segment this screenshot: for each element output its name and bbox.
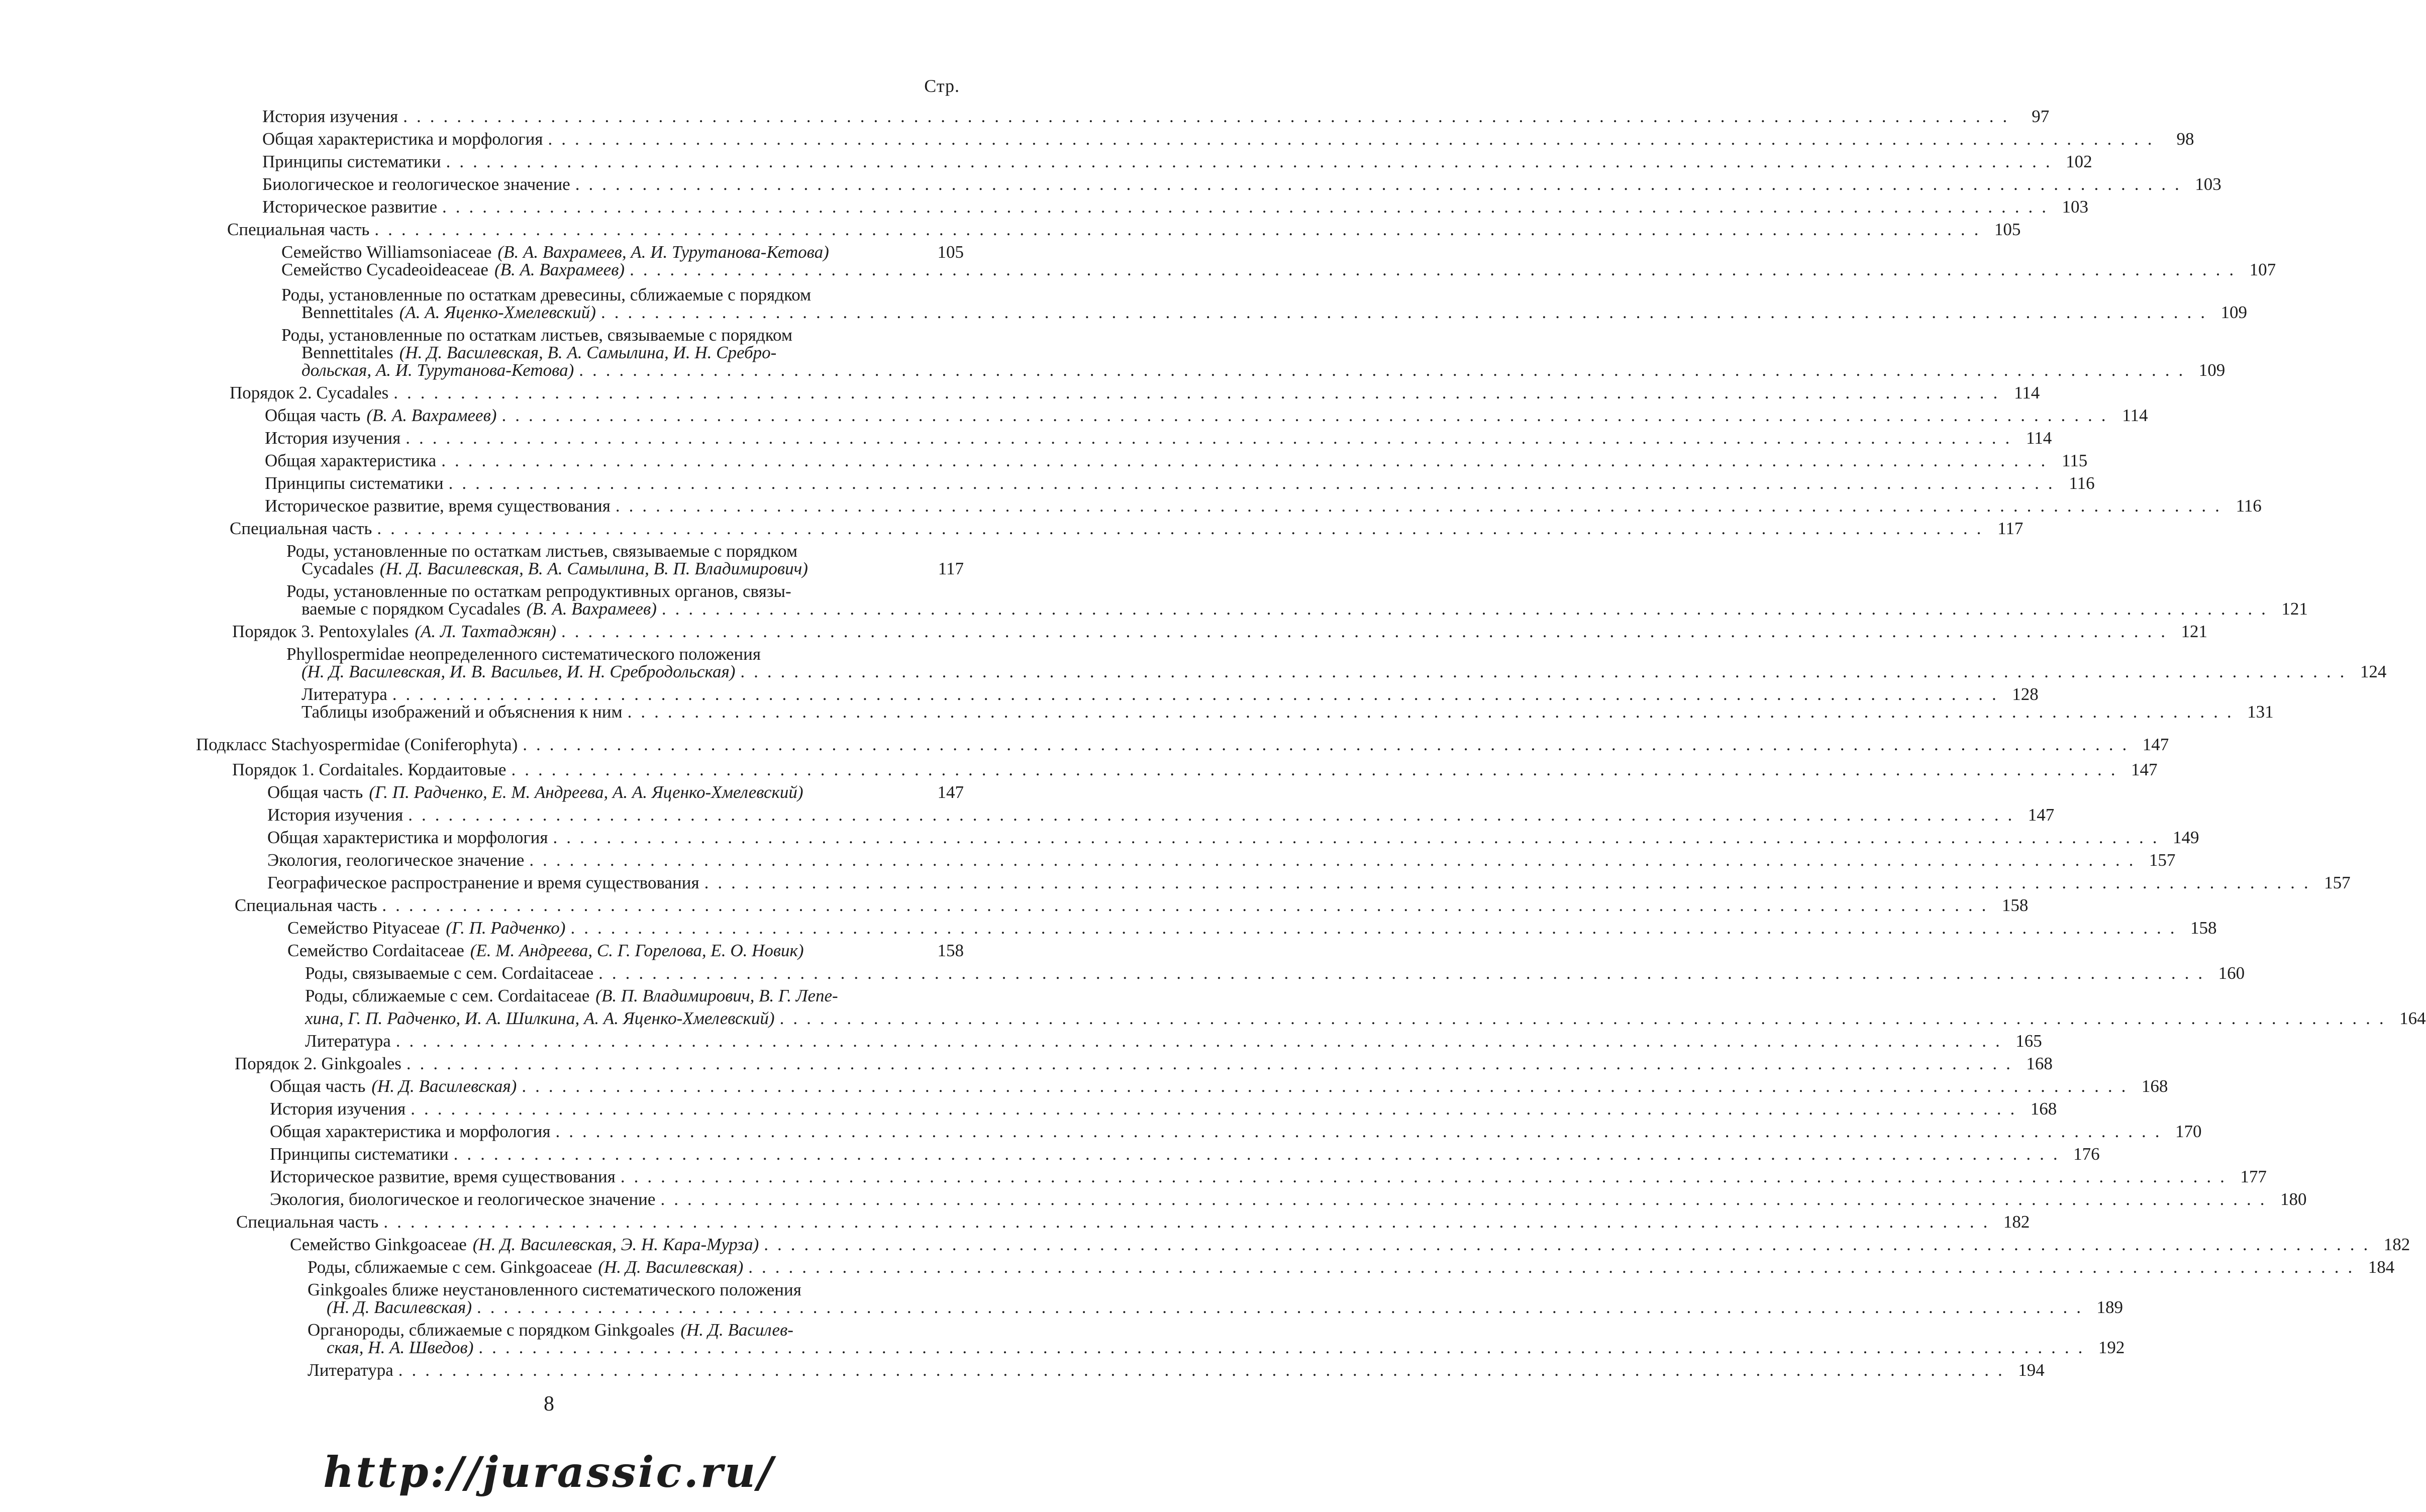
page-number: 8: [544, 1392, 554, 1416]
toc-entry: [265, 495, 2262, 517]
toc-entry: [305, 962, 2245, 984]
toc-entry-title: Порядок 1. Cordaitales. Кордаитовые: [232, 760, 507, 779]
dot-leader: ........................................................................................................................: [392, 684, 2005, 704]
toc-entry: [301, 701, 2274, 723]
toc-entry-page: 114: [2122, 406, 2148, 425]
toc-entry: [270, 1166, 2267, 1188]
toc-entry-page: 147: [2142, 735, 2169, 754]
dot-leader: ........................................................................................................................: [476, 1297, 2090, 1317]
toc-entry: [270, 1075, 2168, 1097]
dot-leader: ........................................................................................................................: [627, 702, 2241, 722]
dot-leader: ........................................................................................................................: [511, 760, 2125, 779]
toc-entry: [227, 219, 2021, 241]
toc-entry-title: Роды, связываемые с сем. Cordaitaceae: [305, 963, 594, 983]
toc-entry-authors: (В. П. Владимирович, В. Г. Лепе-: [595, 986, 838, 1005]
toc-entry: [308, 1359, 2045, 1381]
dot-leader: ........................................................................................................................: [403, 107, 2016, 126]
dot-leader: ........................................................................................................................: [529, 850, 2143, 870]
toc-entry-page: 117: [938, 559, 964, 578]
toc-entry-title: Общая характеристика и морфология: [262, 129, 543, 149]
toc-entry: [301, 661, 2387, 683]
dot-leader: ........................................................................................................................: [406, 428, 2019, 448]
toc-entry-page: 182: [2383, 1235, 2410, 1254]
toc-entry-title: Литература: [308, 1360, 393, 1380]
toc-entry-title: История изучения: [265, 428, 401, 448]
toc-entry-page: 164: [2399, 1009, 2426, 1028]
toc-entry: [270, 1098, 2057, 1120]
toc-entry-page: 121: [2181, 622, 2208, 641]
dot-leader: ........................................................................................................................: [704, 873, 2317, 892]
dot-leader: ........................................................................................................................: [501, 406, 2115, 425]
toc-entry-title: Роды, установленные по остаткам листьев, связываемые с порядком: [286, 541, 797, 561]
toc-entry-page: 157: [2324, 873, 2351, 892]
toc-entry-title: Общая часть: [265, 406, 361, 425]
toc-entry: [327, 1296, 2123, 1319]
toc-entry-page: 114: [2014, 383, 2040, 402]
toc-entry-page: 116: [2069, 473, 2095, 493]
dot-leader: ........................................................................................................................: [764, 1235, 2377, 1254]
toc-entry-title: Порядок 2. Ginkgoales: [235, 1054, 401, 1073]
toc-entry: [265, 405, 2148, 427]
toc-entry-title: Специальная часть: [235, 895, 377, 915]
dot-leader: ........................................................................................................................: [615, 496, 2229, 516]
toc-entry-page: 102: [2066, 152, 2092, 171]
toc-entry-page: 189: [2096, 1297, 2123, 1317]
toc-entry-page: 121: [2281, 599, 2308, 619]
toc-entry-authors: (Е. М. Андреева, С. Г. Горелова, Е. О. Новик): [470, 941, 804, 960]
dot-leader: ........................................................................................................................: [448, 473, 2062, 493]
toc-entry: [290, 1234, 2410, 1256]
toc-entry-line1: [305, 985, 964, 1007]
dot-leader: ........................................................................................................................: [393, 383, 2007, 402]
toc-entry-page: 170: [2175, 1122, 2202, 1141]
toc-entry-title: Роды, сближаемые с сем. Ginkgoaceae: [308, 1257, 592, 1277]
toc-entry-page: 103: [2062, 197, 2089, 217]
dot-leader: ........................................................................................................................: [660, 1189, 2274, 1209]
toc-entry-title: Литература: [305, 1031, 391, 1051]
toc-entry-title-cont: Cycadales: [301, 559, 374, 578]
toc-entry-authors: (Н. Д. Василевская, В. А. Самылина, И. Н. Сребро-: [399, 343, 777, 362]
dot-leader: ........................................................................................................................: [442, 197, 2056, 217]
toc-entry-page: 98: [2176, 129, 2194, 149]
toc-entry-title: Экология, геологическое значение: [267, 850, 525, 870]
toc-entry-page: 160: [2218, 963, 2245, 983]
toc-entry-title: Семейство Williamsoniaceae: [281, 242, 492, 262]
toc-entry-title: Порядок 3. Pentoxylales: [232, 622, 409, 641]
toc-entry: [236, 1211, 2030, 1233]
toc-entry: [301, 359, 2226, 381]
toc-entry: [235, 1053, 2053, 1075]
toc-entry: [267, 804, 2055, 826]
dot-leader: ........................................................................................................................: [553, 828, 2166, 847]
toc-entry-page: 168: [2141, 1076, 2168, 1096]
toc-entry-title: Литература: [301, 684, 387, 704]
toc-entry: [270, 1121, 2202, 1143]
toc-entry: [270, 1143, 2100, 1165]
toc-entry-title: Общая характеристика и морфология: [267, 828, 548, 847]
toc-entry-page: 115: [2062, 451, 2088, 470]
toc-entry-page: 176: [2073, 1144, 2100, 1164]
dot-leader: ........................................................................................................................: [523, 735, 2136, 754]
toc-entry-page: 184: [2368, 1257, 2395, 1277]
source-url[interactable]: http://jurassic.ru/: [323, 1447, 775, 1497]
dot-leader: ........................................................................................................................: [398, 1360, 2011, 1380]
toc-entry-page: 114: [2026, 428, 2052, 448]
toc-entry-title: Специальная часть: [236, 1212, 379, 1232]
toc-entry: [305, 1030, 2042, 1052]
toc-entry: [230, 518, 2024, 540]
dot-leader: ........................................................................................................................: [478, 1338, 2092, 1357]
toc-entry-title-cont: Bennettitales: [301, 303, 393, 322]
toc-entry: [267, 827, 2199, 849]
dot-leader: ........................................................................................................................: [377, 519, 1990, 538]
toc-entry: [232, 621, 2208, 643]
toc-entry-authors-cont: хина, Г. П. Радченко, И. А. Шилкина, А. А. Яценко-Хмелевский): [305, 1009, 775, 1028]
toc-entry-page: 117: [1997, 519, 2024, 538]
toc-entry-title: История изучения: [262, 107, 398, 126]
toc-entry-authors: (Н. Д. Василев-: [680, 1320, 793, 1340]
toc-entry-page: 105: [1994, 220, 2021, 239]
toc-entry: [235, 894, 2029, 917]
toc-entry-authors-cont: ская, Н. А. Шведов): [327, 1338, 474, 1357]
dot-leader: ........................................................................................................................: [630, 260, 2243, 279]
toc-entry: [232, 759, 2158, 781]
toc-entry-title: Экология, биологическое и геологическое значение: [270, 1189, 656, 1209]
toc-entry: [301, 598, 2308, 620]
dot-leader: ........................................................................................................................: [441, 451, 2055, 470]
dot-leader: ........................................................................................................................: [779, 1009, 2393, 1028]
toc-entry-page: 105: [937, 242, 964, 262]
toc-entry-page: 109: [2198, 360, 2226, 380]
toc-entry-page: 158: [2190, 918, 2217, 938]
toc-entry-title: Историческое развитие, время существования: [270, 1167, 616, 1186]
toc-entry-title: Специальная часть: [227, 220, 370, 239]
toc-entry-title: Подкласс Stachyospermidae (Coniferophyta): [196, 735, 518, 754]
toc-entry: [287, 917, 2217, 939]
toc-entry-title: История изучения: [270, 1099, 406, 1119]
toc-entry-title-cont: ваемые с порядком Cycadales: [301, 599, 521, 619]
toc-entry-title: Принципы систематики: [265, 473, 444, 493]
dot-leader: ........................................................................................................................: [579, 360, 2192, 380]
toc-entry-title: Общая часть: [267, 782, 363, 802]
toc-entry-title: Специальная часть: [230, 519, 372, 538]
toc-entry-title: Роды, установленные по остаткам древесины, сближаемые с порядком: [281, 285, 812, 305]
toc-entry: [262, 151, 2092, 173]
toc-entry-page: 157: [2149, 850, 2176, 870]
toc-entry: [262, 106, 2050, 128]
toc-entry-page: 149: [2172, 828, 2199, 847]
toc-entry: [305, 1007, 2426, 1030]
toc-entry-title: Семейство Cordaitaceae: [287, 941, 464, 960]
toc-entry-authors: (В. А. Вахрамеев): [366, 406, 497, 425]
dot-leader: ........................................................................................................................: [740, 662, 2354, 681]
toc-entry-title: Органороды, сближаемые с порядком Ginkgoales: [308, 1320, 675, 1340]
toc-entry-page: 192: [2098, 1338, 2125, 1357]
toc-entry-page: 103: [2195, 174, 2221, 194]
toc-entry-authors: (А. Л. Тахтаджян): [415, 622, 557, 641]
page-column-header: Стр.: [924, 76, 960, 96]
toc-entry: [301, 301, 2247, 324]
toc-entry-title: Принципы систематики: [270, 1144, 449, 1164]
dot-leader: ........................................................................................................................: [395, 1031, 2009, 1051]
dot-leader: ........................................................................................................................: [383, 1212, 1997, 1232]
toc-entry-title: Историческое развитие: [262, 197, 438, 217]
toc-entry-authors: (Н. Д. Василевская): [327, 1297, 472, 1317]
toc-entry-authors: (Н. Д. Василевская): [371, 1076, 517, 1096]
dot-leader: ........................................................................................................................: [570, 918, 2184, 938]
toc-entry-title: Роды, установленные по остаткам листьев, связываемые с порядком: [281, 325, 792, 345]
toc-entry-title: Общая характеристика: [265, 451, 437, 470]
dot-leader: ........................................................................................................................: [453, 1144, 2067, 1164]
toc-entry-page: 177: [2240, 1167, 2267, 1186]
dot-leader: ........................................................................................................................: [411, 1099, 2024, 1119]
toc-entry-authors: (В. А. Вахрамеев): [494, 260, 625, 279]
dot-leader: ........................................................................................................................: [620, 1167, 2234, 1186]
toc-entry-page: 165: [2015, 1031, 2042, 1051]
toc-entry-authors: (Г. П. Радченко): [446, 918, 566, 938]
toc-entry-page: 147: [2028, 805, 2055, 825]
toc-entry-title: Общая характеристика и морфология: [270, 1122, 551, 1141]
dot-leader: ........................................................................................................................: [522, 1076, 2135, 1096]
toc-entry-title: Принципы систематики: [262, 152, 441, 171]
toc-entry-authors: (Н. Д. Василевская, И. В. Васильев, И. Н. Сребродольская): [301, 662, 736, 681]
toc-entry-title: Таблицы изображений и объяснения к ним: [301, 702, 623, 722]
dot-leader: ........................................................................................................................: [561, 622, 2175, 641]
toc-entry-page: 107: [2249, 260, 2276, 279]
toc-entry-page: 168: [2030, 1099, 2057, 1119]
toc-entry-page: 168: [2026, 1054, 2053, 1073]
toc-entry-authors: (В. А. Вахрамеев, А. И. Турутанова-Кетова): [497, 242, 829, 262]
dot-leader: ........................................................................................................................: [555, 1122, 2169, 1141]
dot-leader: ........................................................................................................................: [600, 303, 2214, 322]
toc-entry-authors: (Н. Д. Василевская, Э. Н. Кара-Мурза): [472, 1235, 759, 1254]
toc-entry-title: Ginkgoales ближе неустановленного систематического положения: [308, 1280, 801, 1299]
toc-entry-page: 158: [937, 941, 964, 960]
toc-entry-page: 158: [2001, 895, 2029, 915]
dot-leader: ........................................................................................................................: [446, 152, 2059, 171]
toc-entry: [265, 472, 2095, 494]
toc-entry: [287, 940, 964, 962]
toc-entry-page: 128: [2012, 684, 2039, 704]
toc-entry-page: 180: [2280, 1189, 2307, 1209]
toc-entry: [265, 427, 2052, 449]
toc-entry: [262, 196, 2089, 218]
toc-entry: [262, 128, 2194, 150]
toc-entry-title: Географическое распространение и время существования: [267, 873, 699, 892]
toc-entry-title-cont: Bennettitales: [301, 343, 393, 362]
dot-leader: ........................................................................................................................: [374, 220, 1988, 239]
toc-entry-page: 97: [2032, 107, 2050, 126]
toc-entry-title: Семейство Cycadeoideaceae: [281, 260, 488, 279]
toc-entry-page: 109: [2220, 303, 2247, 322]
toc-entry-page: 147: [2131, 760, 2158, 779]
toc-entry-authors: (В. А. Вахрамеев): [526, 599, 657, 619]
toc-entry-page: 147: [937, 782, 964, 802]
toc-entry-title: Phyllospermidae неопределенного систематического положения: [286, 644, 761, 664]
toc-entry: [265, 450, 2088, 472]
toc-entry: [270, 1188, 2307, 1211]
toc-entry: [301, 558, 964, 580]
dot-leader: ........................................................................................................................: [661, 599, 2275, 619]
toc-entry-title: Роды, установленные по остаткам репродуктивных органов, связы-: [286, 581, 791, 601]
toc-entry: [267, 872, 2351, 894]
toc-entry-title: Историческое развитие, время существования: [265, 496, 611, 516]
toc-entry-page: 182: [2003, 1212, 2030, 1232]
dot-leader: ........................................................................................................................: [598, 963, 2212, 983]
toc-entry-authors: (Н. Д. Василевская, В. А. Самылина, В. П. Владимирович): [379, 559, 808, 578]
dot-leader: ........................................................................................................................: [575, 174, 2188, 194]
toc-entry-title: Порядок 2. Cycadales: [230, 383, 389, 402]
toc-entry-authors: (А. А. Яценко-Хмелевский): [399, 303, 596, 322]
dot-leader: ........................................................................................................................: [548, 129, 2161, 149]
toc-entry-page: 124: [2360, 662, 2387, 681]
toc-entry: [262, 173, 2221, 195]
dot-leader: ........................................................................................................................: [408, 805, 2021, 825]
toc-entry-title: История изучения: [267, 805, 403, 825]
toc-entry-authors: (Н. Д. Василевская): [598, 1257, 744, 1277]
dot-leader: ........................................................................................................................: [748, 1257, 2362, 1277]
dot-leader: ........................................................................................................................: [382, 895, 1995, 915]
toc-entry-authors: (Г. П. Радченко, Е. М. Андреева, А. А. Яценко-Хмелевский): [369, 782, 803, 802]
toc-entry: [308, 1256, 2395, 1278]
toc-entry-page: 116: [2236, 496, 2262, 516]
toc-entry-page: 131: [2247, 702, 2274, 722]
toc-entry-title: Биологическое и геологическое значение: [262, 174, 570, 194]
toc-entry-title: Семейство Ginkgoaceae: [290, 1235, 467, 1254]
toc-entry-page: 194: [2018, 1360, 2045, 1380]
toc-entry-authors-cont: дольская, А. И. Турутанова-Кетова): [301, 360, 574, 380]
toc-entry: [281, 259, 2276, 281]
toc-entry-title: Семейство Pityaceae: [287, 918, 440, 938]
toc-entry: [230, 382, 2040, 404]
toc-entry: [196, 734, 2169, 756]
toc-entry-title: Роды, сближаемые с сем. Cordaitaceae: [305, 986, 590, 1005]
toc-entry: [267, 849, 2176, 871]
dot-leader: ........................................................................................................................: [406, 1054, 2019, 1073]
toc-entry: [327, 1337, 2125, 1359]
toc-entry: [267, 781, 964, 803]
toc-entry-title: Общая часть: [270, 1076, 366, 1096]
